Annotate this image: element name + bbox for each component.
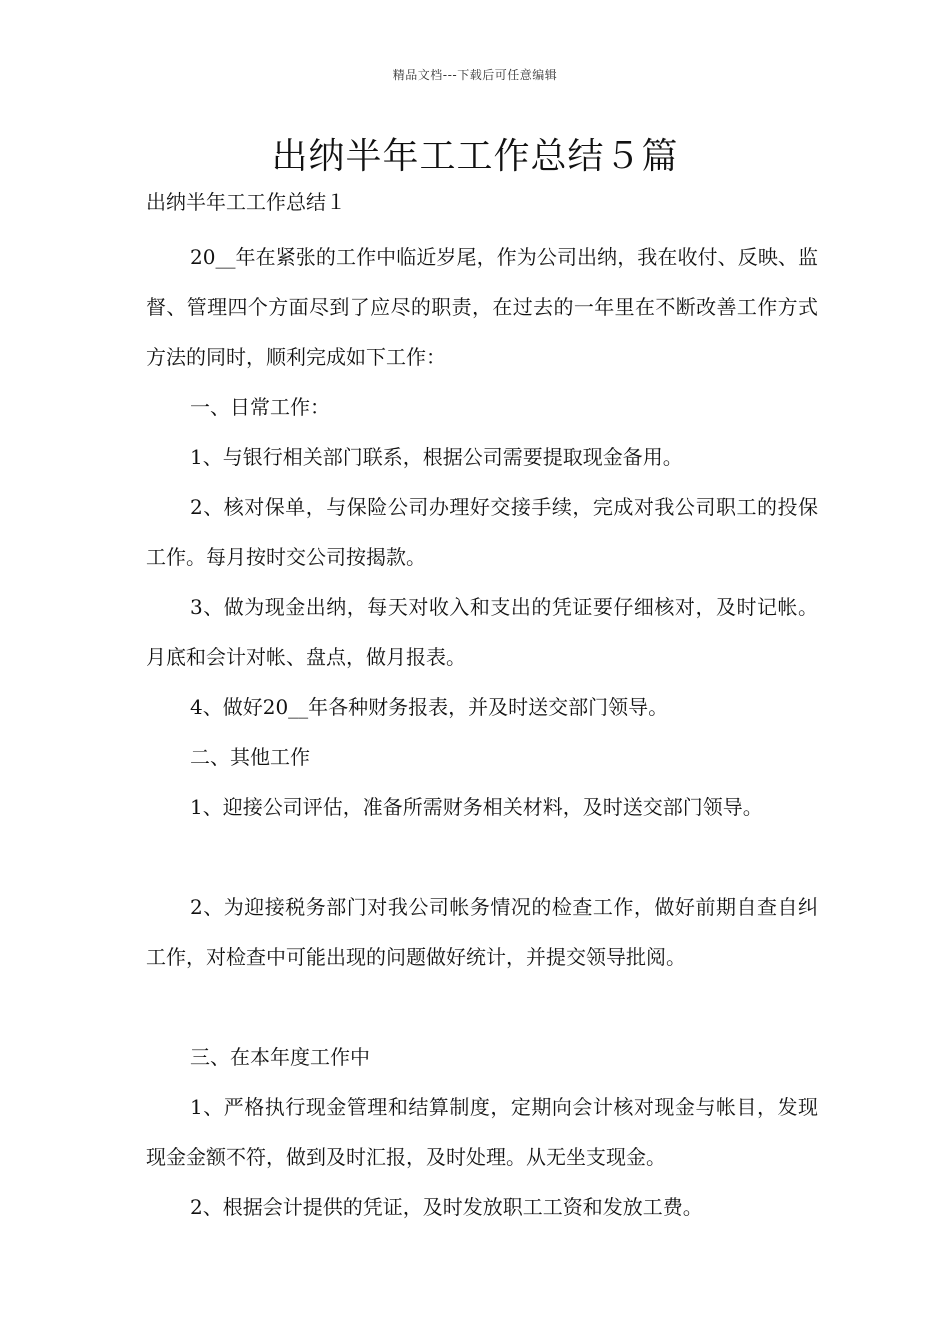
heading-this-year: 三、在本年度工作中 (190, 1045, 370, 1069)
paragraph-item: 2、为迎接税务部门对我公司帐务情况的检查工作，做好前期自查自纠工作，对检查中可能出现的问题做好统计，并提交领导批阅。 (146, 895, 818, 969)
paragraph-item: 1、与银行相关部门联系，根据公司需要提取现金备用。 (190, 445, 683, 469)
paragraph-item: 4、做好20__年各种财务报表，并及时送交部门领导。 (190, 695, 669, 719)
paragraph-intro: 20__年在紧张的工作中临近岁尾，作为公司出纳，我在收付、反映、监督、管理四个方面尽到了应尽的职责，在过去的一年里在不断改善工作方式方法的同时，顺利完成如下工作： (146, 245, 818, 369)
paragraph-item: 1、严格执行现金管理和结算制度，定期向会计核对现金与帐目，发现现金金额不符，做到及时汇报，及时处理。从无坐支现金。 (146, 1095, 818, 1169)
paragraph-item: 2、核对保单，与保险公司办理好交接手续，完成对我公司职工的投保工作。每月按时交公司按揭款。 (146, 495, 818, 569)
paragraph-item: 2、根据会计提供的凭证，及时发放职工工资和发放工费。 (190, 1195, 703, 1219)
blank-line (146, 832, 818, 882)
heading-other-work: 二、其他工作 (190, 745, 310, 769)
section-subtitle: 出纳半年工工作总结１ (146, 190, 346, 214)
blank-line (146, 982, 818, 1032)
heading-daily-work: 一、日常工作： (190, 395, 330, 419)
paragraph-item: 3、做为现金出纳，每天对收入和支出的凭证要仔细核对，及时记帐。月底和会计对帐、盘点，做月报表。 (146, 595, 818, 669)
paragraph-item: 1、迎接公司评估，准备所需财务相关材料，及时送交部门领导。 (190, 795, 763, 819)
header-note: 精品文档---下载后可任意编辑 (392, 68, 558, 82)
document-title: 出纳半年工工作总结５篇 (271, 136, 679, 177)
document-body (146, 232, 818, 1232)
